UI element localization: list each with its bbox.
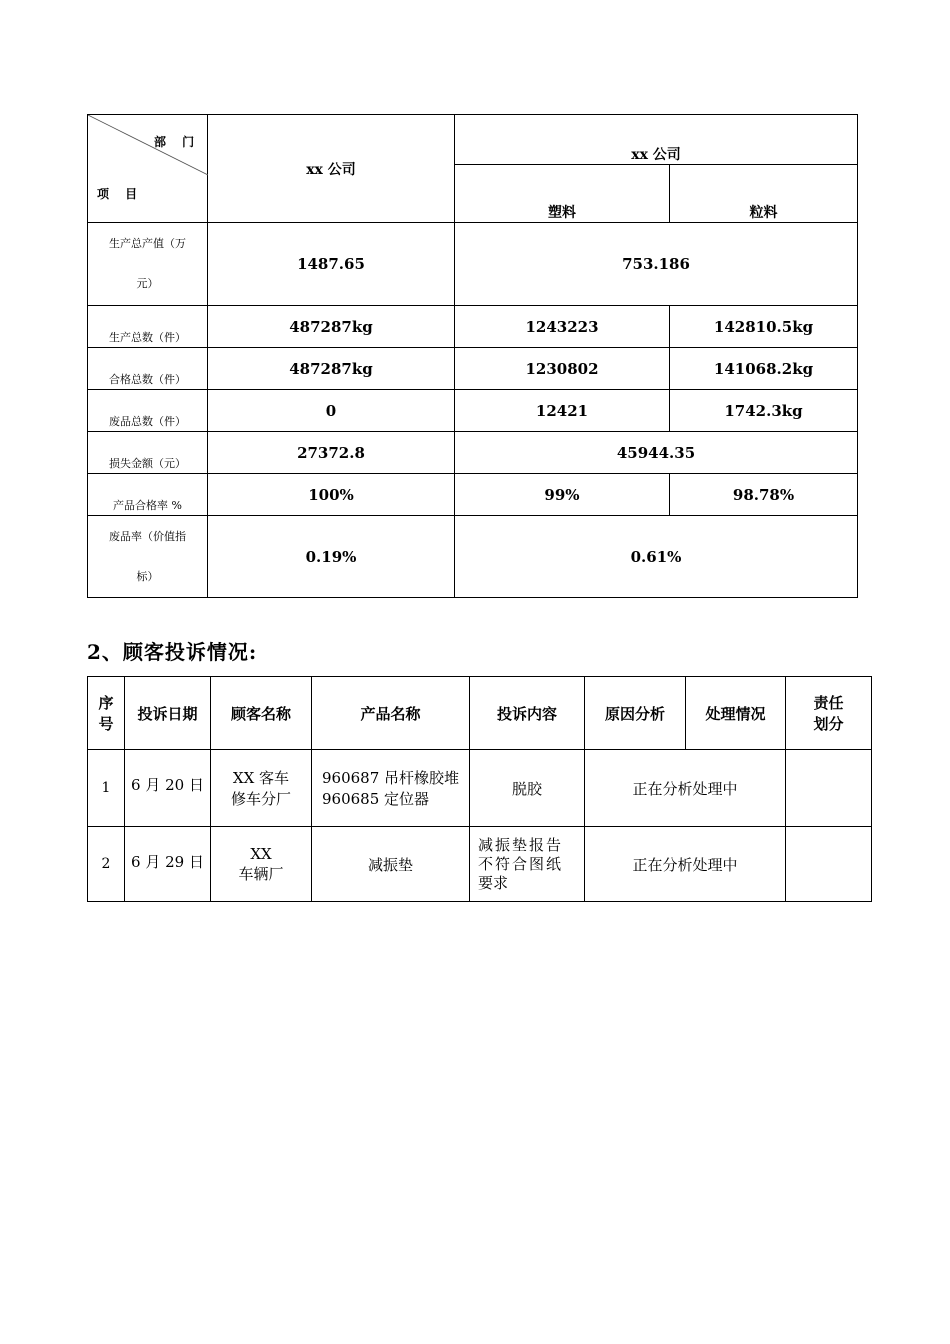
cell-value-merged: 45944.35 — [455, 432, 858, 474]
cell-value: 487287kg — [208, 348, 455, 390]
cell-value: 12421 — [455, 390, 670, 432]
row-label — [88, 516, 208, 598]
row-label — [88, 223, 208, 306]
header-responsibility — [786, 677, 872, 750]
cell-responsibility — [786, 827, 872, 902]
section-title: 2、顾客投诉情况: — [87, 640, 258, 664]
header-customer: 顾客名称 — [211, 677, 312, 750]
header-resp-line1: 责任 — [813, 694, 844, 712]
cell-value: 1243223 — [455, 306, 670, 348]
header-content: 投诉内容 — [470, 677, 585, 750]
cell-value: 1230802 — [455, 348, 670, 390]
cell-customer-line2: 车辆厂 — [238, 864, 284, 883]
cell-date: 6 月 29 日 — [125, 827, 211, 902]
diagonal-header-cell — [88, 115, 208, 223]
row-label-line1: 废品率（价值指 — [109, 529, 186, 543]
cell-value: 1742.3kg — [670, 390, 858, 432]
cell-customer — [211, 750, 312, 827]
cell-date: 6 月 20 日 — [125, 750, 211, 827]
cell-value-merged: 753.186 — [455, 223, 858, 306]
cell-customer-line2: 修车分厂 — [230, 790, 291, 808]
cell-content-line2: 不符合图纸 — [478, 854, 564, 873]
row-label-line2: 标） — [136, 569, 159, 583]
header-seq — [88, 677, 125, 750]
row-label: 损失金额（元） — [88, 432, 208, 474]
cell-value: 100% — [208, 474, 455, 516]
header-seq-line1: 序 — [98, 694, 114, 712]
production-summary-table — [87, 114, 858, 598]
table-header-row — [88, 677, 872, 750]
cell-customer-line1: XX 客车 — [232, 769, 290, 787]
cell-content: 脱胶 — [470, 750, 585, 827]
header-seq-line2: 号 — [98, 715, 114, 733]
cell-content-line1: 减振垫报告 — [478, 835, 564, 854]
cell-value: 98.78% — [670, 474, 858, 516]
cell-value: 141068.2kg — [670, 348, 858, 390]
item-label: 项 目 — [97, 187, 144, 201]
cell-status: 正在分析处理中 — [585, 750, 786, 827]
header-handling: 处理情况 — [686, 677, 786, 750]
sub-header-granule: 粒料 — [670, 165, 858, 223]
cell-product-line2: 960685 定位器 — [322, 790, 430, 808]
cell-product-line1: 960687 吊杆橡胶堆 — [322, 769, 460, 787]
cell-content-line3: 要求 — [478, 873, 509, 892]
cell-value: 0.19% — [208, 516, 455, 598]
header-date: 投诉日期 — [125, 677, 211, 750]
cell-value: 487287kg — [208, 306, 455, 348]
cell-customer — [211, 827, 312, 902]
table-row — [88, 827, 872, 902]
row-label: 产品合格率 % — [88, 474, 208, 516]
row-label: 生产总数（件） — [88, 306, 208, 348]
table-row — [88, 750, 872, 827]
cell-value: 99% — [455, 474, 670, 516]
cell-value: 0 — [208, 390, 455, 432]
cell-status: 正在分析处理中 — [585, 827, 786, 902]
header-cause: 原因分析 — [585, 677, 686, 750]
header-resp-line2: 划分 — [813, 715, 844, 733]
sub-header-plastic: 塑料 — [455, 165, 670, 223]
row-label: 合格总数（件） — [88, 348, 208, 390]
col-header-main: xx 公司 — [208, 115, 455, 223]
cell-product: 减振垫 — [312, 827, 470, 902]
header-product: 产品名称 — [312, 677, 470, 750]
col-header-group: xx 公司 — [455, 115, 858, 165]
cell-content — [470, 827, 585, 902]
cell-value: 1487.65 — [208, 223, 455, 306]
complaints-table — [87, 676, 872, 902]
cell-value: 142810.5kg — [670, 306, 858, 348]
cell-seq: 2 — [88, 827, 125, 902]
row-label-line2: 元） — [136, 277, 159, 290]
diagonal-line — [88, 115, 208, 223]
cell-value-merged: 0.61% — [455, 516, 858, 598]
row-label: 废品总数（件） — [88, 390, 208, 432]
cell-product — [312, 750, 470, 827]
row-label-line1: 生产总产值（万 — [109, 237, 186, 250]
dept-label: 部 门 — [154, 135, 201, 149]
cell-responsibility — [786, 750, 872, 827]
cell-customer-line1: XX — [250, 844, 272, 863]
cell-seq: 1 — [88, 750, 125, 827]
cell-value: 27372.8 — [208, 432, 455, 474]
